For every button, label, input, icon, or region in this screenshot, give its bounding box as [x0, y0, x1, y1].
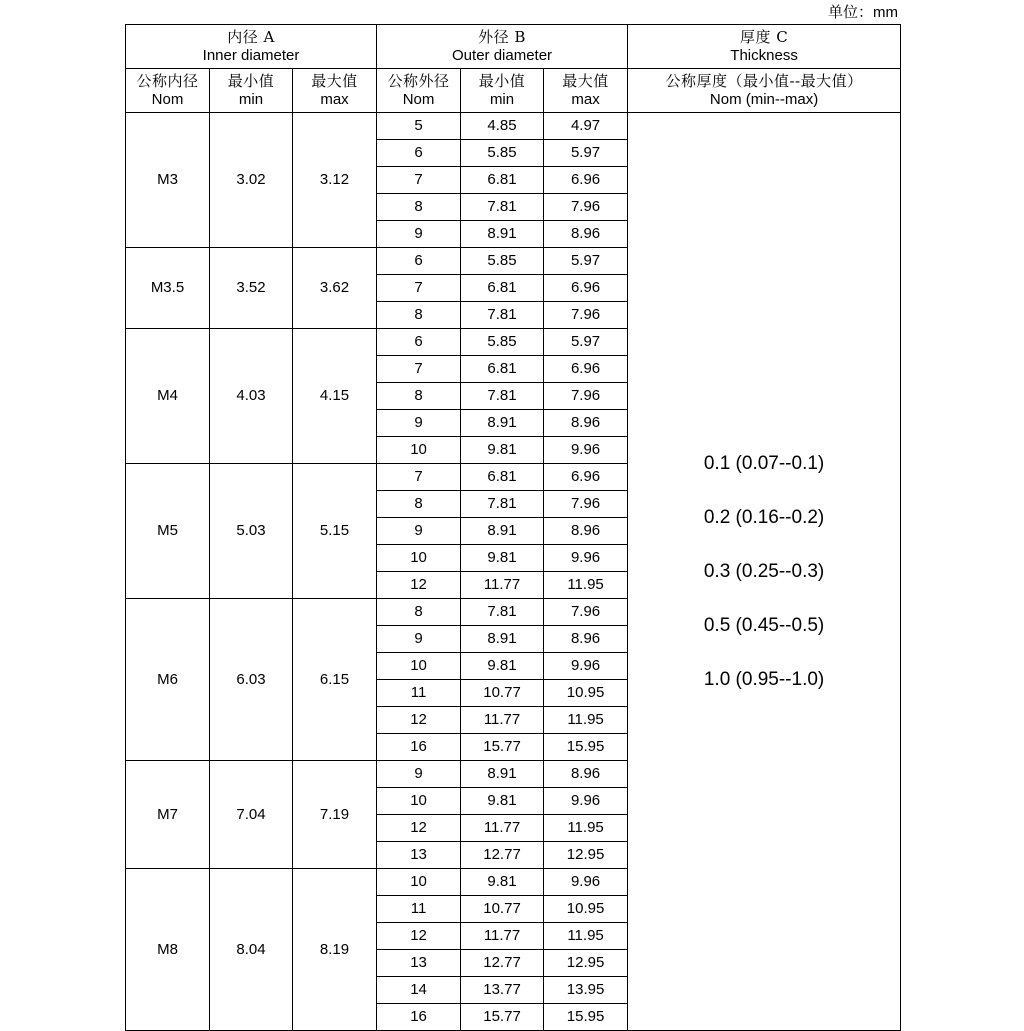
outer-min-cell: 6.81 [461, 356, 544, 383]
outer-nom-cell: 7 [377, 167, 461, 194]
header-outer-diameter [377, 25, 628, 69]
inner-min-cell: 3.02 [210, 113, 293, 248]
outer-min-cell: 5.85 [461, 329, 544, 356]
outer-max-cell: 9.96 [544, 653, 628, 680]
outer-nom-cell: 9 [377, 761, 461, 788]
header-thickness-en: Thickness [730, 47, 798, 64]
inner-nom-cell: M8 [126, 869, 210, 1031]
outer-min-cell: 6.81 [461, 167, 544, 194]
outer-min-cell: 11.77 [461, 815, 544, 842]
table-row [126, 113, 901, 140]
outer-max-cell: 6.96 [544, 356, 628, 383]
subheader-min-a [210, 69, 293, 113]
thickness-option: 1.0 (0.95--1.0) [703, 668, 825, 690]
outer-max-cell: 15.95 [544, 734, 628, 761]
outer-nom-cell: 10 [377, 437, 461, 464]
inner-max-cell: 3.12 [293, 113, 377, 248]
header-row-main [126, 25, 901, 69]
outer-max-cell: 8.96 [544, 626, 628, 653]
outer-max-cell: 8.96 [544, 410, 628, 437]
outer-nom-cell: 10 [377, 545, 461, 572]
outer-nom-cell: 5 [377, 113, 461, 140]
outer-nom-cell: 14 [377, 977, 461, 1004]
thickness-option: 0.1 (0.07--0.1) [703, 452, 825, 474]
outer-min-cell: 15.77 [461, 734, 544, 761]
outer-min-cell: 8.91 [461, 761, 544, 788]
header-thickness-zh: 厚度 C [739, 28, 789, 46]
outer-nom-cell: 8 [377, 491, 461, 518]
outer-min-cell: 7.81 [461, 599, 544, 626]
inner-max-cell: 8.19 [293, 869, 377, 1031]
outer-nom-cell: 12 [377, 923, 461, 950]
outer-nom-cell: 10 [377, 653, 461, 680]
subheader-nom-thickness-en: Nom (min--max) [709, 91, 819, 108]
outer-nom-cell: 8 [377, 194, 461, 221]
outer-nom-cell: 8 [377, 302, 461, 329]
outer-nom-cell: 10 [377, 788, 461, 815]
outer-max-cell: 6.96 [544, 275, 628, 302]
subheader-max-a-en: max [320, 91, 349, 108]
thickness-option: 0.3 (0.25--0.3) [703, 560, 825, 582]
outer-max-cell: 11.95 [544, 923, 628, 950]
subheader-nom-outer [377, 69, 461, 113]
outer-min-cell: 9.81 [461, 869, 544, 896]
subheader-max-b-en: max [571, 91, 600, 108]
outer-min-cell: 9.81 [461, 653, 544, 680]
header-outer-en: Outer diameter [452, 47, 553, 64]
outer-max-cell: 7.96 [544, 599, 628, 626]
outer-nom-cell: 16 [377, 734, 461, 761]
outer-max-cell: 6.96 [544, 464, 628, 491]
header-thickness [628, 25, 901, 69]
washer-spec-table [125, 24, 901, 1031]
outer-min-cell: 7.81 [461, 491, 544, 518]
outer-max-cell: 12.95 [544, 842, 628, 869]
subheader-nom-outer-zh: 公称外径 [387, 72, 450, 90]
thickness-option: 0.5 (0.45--0.5) [703, 614, 825, 636]
outer-nom-cell: 6 [377, 329, 461, 356]
outer-max-cell: 4.97 [544, 113, 628, 140]
subheader-min-a-zh: 最小值 [227, 72, 275, 90]
outer-max-cell: 8.96 [544, 221, 628, 248]
outer-nom-cell: 13 [377, 950, 461, 977]
outer-min-cell: 4.85 [461, 113, 544, 140]
outer-nom-cell: 6 [377, 248, 461, 275]
outer-nom-cell: 7 [377, 356, 461, 383]
outer-nom-cell: 12 [377, 572, 461, 599]
outer-nom-cell: 8 [377, 599, 461, 626]
header-inner-diameter [126, 25, 377, 69]
outer-max-cell: 11.95 [544, 815, 628, 842]
outer-nom-cell: 9 [377, 626, 461, 653]
inner-min-cell: 8.04 [210, 869, 293, 1031]
outer-min-cell: 9.81 [461, 437, 544, 464]
inner-min-cell: 6.03 [210, 599, 293, 761]
outer-max-cell: 5.97 [544, 248, 628, 275]
inner-min-cell: 5.03 [210, 464, 293, 599]
outer-nom-cell: 8 [377, 383, 461, 410]
outer-min-cell: 6.81 [461, 275, 544, 302]
outer-max-cell: 9.96 [544, 545, 628, 572]
outer-nom-cell: 9 [377, 221, 461, 248]
outer-min-cell: 8.91 [461, 221, 544, 248]
outer-min-cell: 15.77 [461, 1004, 544, 1031]
unit-label: 单位：mm [828, 4, 898, 21]
outer-max-cell: 10.95 [544, 680, 628, 707]
outer-nom-cell: 11 [377, 680, 461, 707]
outer-nom-cell: 9 [377, 518, 461, 545]
inner-min-cell: 3.52 [210, 248, 293, 329]
inner-max-cell: 6.15 [293, 599, 377, 761]
outer-min-cell: 10.77 [461, 896, 544, 923]
outer-min-cell: 9.81 [461, 788, 544, 815]
outer-min-cell: 12.77 [461, 842, 544, 869]
outer-max-cell: 12.95 [544, 950, 628, 977]
subheader-nom-inner [126, 69, 210, 113]
inner-max-cell: 4.15 [293, 329, 377, 464]
inner-min-cell: 4.03 [210, 329, 293, 464]
subheader-nom-thickness [628, 69, 901, 113]
outer-min-cell: 5.85 [461, 248, 544, 275]
subheader-max-a-zh: 最大值 [311, 72, 358, 90]
outer-nom-cell: 7 [377, 275, 461, 302]
thickness-option: 0.2 (0.16--0.2) [703, 506, 825, 528]
thickness-options-list [704, 437, 824, 707]
inner-nom-cell: M3 [126, 113, 210, 248]
outer-min-cell: 11.77 [461, 707, 544, 734]
outer-max-cell: 8.96 [544, 518, 628, 545]
outer-min-cell: 13.77 [461, 977, 544, 1004]
inner-nom-cell: M6 [126, 599, 210, 761]
outer-min-cell: 8.91 [461, 410, 544, 437]
outer-min-cell: 7.81 [461, 302, 544, 329]
outer-min-cell: 5.85 [461, 140, 544, 167]
outer-min-cell: 10.77 [461, 680, 544, 707]
outer-max-cell: 9.96 [544, 869, 628, 896]
subheader-nom-inner-en: Nom [151, 91, 184, 108]
outer-max-cell: 7.96 [544, 491, 628, 518]
outer-max-cell: 9.96 [544, 788, 628, 815]
inner-max-cell: 3.62 [293, 248, 377, 329]
outer-max-cell: 5.97 [544, 329, 628, 356]
outer-max-cell: 7.96 [544, 302, 628, 329]
outer-min-cell: 9.81 [461, 545, 544, 572]
outer-nom-cell: 12 [377, 815, 461, 842]
outer-nom-cell: 10 [377, 869, 461, 896]
subheader-nom-inner-zh: 公称内径 [136, 72, 199, 90]
outer-nom-cell: 12 [377, 707, 461, 734]
outer-max-cell: 15.95 [544, 1004, 628, 1031]
outer-min-cell: 7.81 [461, 383, 544, 410]
outer-min-cell: 6.81 [461, 464, 544, 491]
inner-nom-cell: M3.5 [126, 248, 210, 329]
inner-min-cell: 7.04 [210, 761, 293, 869]
outer-min-cell: 8.91 [461, 626, 544, 653]
outer-max-cell: 5.97 [544, 140, 628, 167]
outer-nom-cell: 6 [377, 140, 461, 167]
outer-max-cell: 11.95 [544, 572, 628, 599]
thickness-options-cell [628, 113, 901, 1031]
outer-nom-cell: 11 [377, 896, 461, 923]
subheader-min-b-en: min [489, 91, 515, 108]
subheader-nom-outer-en: Nom [402, 91, 435, 108]
subheader-nom-thickness-zh: 公称厚度（最小值--最大值） [665, 72, 863, 90]
inner-nom-cell: M7 [126, 761, 210, 869]
outer-min-cell: 12.77 [461, 950, 544, 977]
subheader-min-b [461, 69, 544, 113]
inner-nom-cell: M4 [126, 329, 210, 464]
subheader-max-a [293, 69, 377, 113]
header-inner-en: Inner diameter [202, 47, 300, 64]
outer-max-cell: 10.95 [544, 896, 628, 923]
outer-max-cell: 7.96 [544, 383, 628, 410]
outer-min-cell: 11.77 [461, 572, 544, 599]
inner-nom-cell: M5 [126, 464, 210, 599]
inner-max-cell: 5.15 [293, 464, 377, 599]
subheader-min-b-zh: 最小值 [478, 72, 526, 90]
outer-max-cell: 7.96 [544, 194, 628, 221]
outer-nom-cell: 9 [377, 410, 461, 437]
outer-nom-cell: 13 [377, 842, 461, 869]
inner-max-cell: 7.19 [293, 761, 377, 869]
subheader-max-b-zh: 最大值 [562, 72, 609, 90]
outer-max-cell: 11.95 [544, 707, 628, 734]
outer-max-cell: 9.96 [544, 437, 628, 464]
outer-max-cell: 6.96 [544, 167, 628, 194]
outer-min-cell: 11.77 [461, 923, 544, 950]
header-row-sub [126, 69, 901, 113]
subheader-min-a-en: min [238, 91, 264, 108]
outer-nom-cell: 7 [377, 464, 461, 491]
outer-nom-cell: 16 [377, 1004, 461, 1031]
outer-max-cell: 13.95 [544, 977, 628, 1004]
outer-min-cell: 7.81 [461, 194, 544, 221]
subheader-max-b [544, 69, 628, 113]
outer-max-cell: 8.96 [544, 761, 628, 788]
header-inner-zh: 内径 A [227, 28, 275, 46]
outer-min-cell: 8.91 [461, 518, 544, 545]
header-outer-zh: 外径 B [478, 28, 526, 46]
